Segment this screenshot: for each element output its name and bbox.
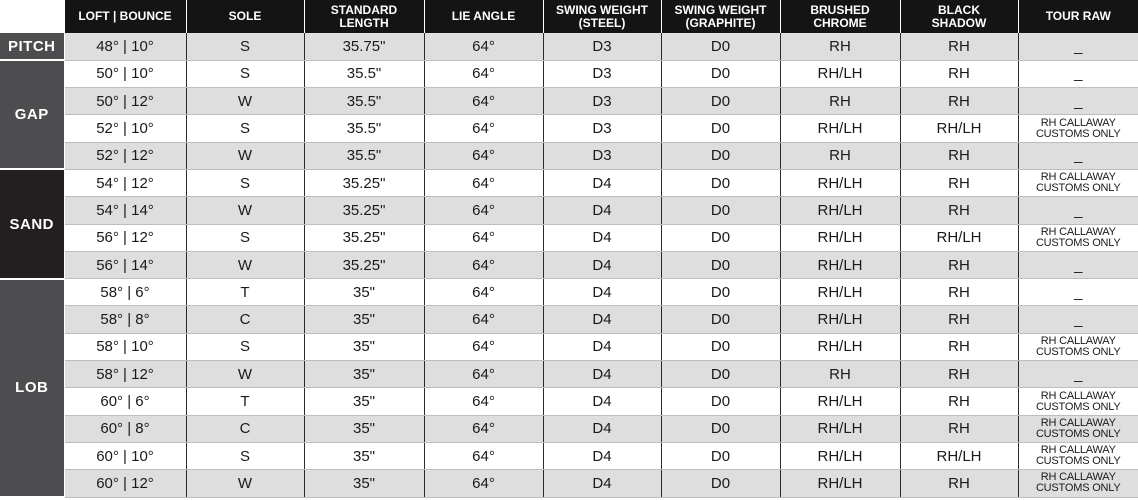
loft-bounce-cell: 60° | 6° bbox=[64, 388, 186, 415]
loft-bounce-cell: 54° | 12° bbox=[64, 169, 186, 196]
swing-weight-graphite-cell: D0 bbox=[661, 279, 780, 306]
tour-raw-cell: RH CALLAWAY CUSTOMS ONLY bbox=[1018, 415, 1138, 442]
standard-length-cell: 35.25" bbox=[304, 169, 424, 196]
swing-weight-steel-cell: D4 bbox=[543, 279, 661, 306]
swing-weight-steel-cell: D4 bbox=[543, 306, 661, 333]
sole-cell: S bbox=[186, 224, 304, 251]
standard-length-cell: 35.5" bbox=[304, 142, 424, 169]
table-row bbox=[0, 115, 1138, 142]
black-shadow-cell: RH bbox=[900, 33, 1018, 60]
swing-weight-steel-cell: D4 bbox=[543, 333, 661, 360]
header-corner bbox=[0, 0, 64, 33]
loft-bounce-cell: 58° | 12° bbox=[64, 361, 186, 388]
sole-cell: T bbox=[186, 388, 304, 415]
lie-angle-cell: 64° bbox=[424, 224, 543, 251]
tour-raw-cell: _ bbox=[1018, 88, 1138, 115]
lie-angle-cell: 64° bbox=[424, 442, 543, 469]
swing-weight-graphite-cell: D0 bbox=[661, 60, 780, 87]
tour-raw-cell: _ bbox=[1018, 361, 1138, 388]
tour-raw-cell: _ bbox=[1018, 197, 1138, 224]
black-shadow-cell: RH/LH bbox=[900, 442, 1018, 469]
brushed-chrome-cell: RH/LH bbox=[780, 415, 900, 442]
brushed-chrome-cell: RH/LH bbox=[780, 470, 900, 497]
swing-weight-graphite-cell: D0 bbox=[661, 333, 780, 360]
loft-bounce-cell: 52° | 10° bbox=[64, 115, 186, 142]
tour-raw-cell: RH CALLAWAY CUSTOMS ONLY bbox=[1018, 442, 1138, 469]
black-shadow-cell: RH bbox=[900, 142, 1018, 169]
table-row bbox=[0, 361, 1138, 388]
black-shadow-cell: RH bbox=[900, 197, 1018, 224]
swing-weight-steel-cell: D3 bbox=[543, 115, 661, 142]
table-row bbox=[0, 442, 1138, 469]
header-swing-weight-steel: SWING WEIGHT (STEEL) bbox=[543, 0, 661, 33]
loft-bounce-cell: 56° | 12° bbox=[64, 224, 186, 251]
lie-angle-cell: 64° bbox=[424, 169, 543, 196]
swing-weight-graphite-cell: D0 bbox=[661, 388, 780, 415]
loft-bounce-cell: 50° | 10° bbox=[64, 60, 186, 87]
black-shadow-cell: RH/LH bbox=[900, 115, 1018, 142]
swing-weight-steel-cell: D4 bbox=[543, 388, 661, 415]
lie-angle-cell: 64° bbox=[424, 60, 543, 87]
brushed-chrome-cell: RH/LH bbox=[780, 279, 900, 306]
header-brushed-chrome: BRUSHED CHROME bbox=[780, 0, 900, 33]
lie-angle-cell: 64° bbox=[424, 251, 543, 278]
swing-weight-steel-cell: D4 bbox=[543, 442, 661, 469]
loft-bounce-cell: 60° | 12° bbox=[64, 470, 186, 497]
table-row bbox=[0, 169, 1138, 196]
group-label-gap: GAP bbox=[0, 60, 64, 169]
header-tour-raw: TOUR RAW bbox=[1018, 0, 1138, 33]
sole-cell: S bbox=[186, 60, 304, 87]
tour-raw-cell: RH CALLAWAY CUSTOMS ONLY bbox=[1018, 470, 1138, 497]
black-shadow-cell: RH bbox=[900, 279, 1018, 306]
brushed-chrome-cell: RH bbox=[780, 33, 900, 60]
swing-weight-graphite-cell: D0 bbox=[661, 33, 780, 60]
brushed-chrome-cell: RH bbox=[780, 88, 900, 115]
sole-cell: S bbox=[186, 33, 304, 60]
swing-weight-graphite-cell: D0 bbox=[661, 306, 780, 333]
swing-weight-steel-cell: D3 bbox=[543, 88, 661, 115]
table-row bbox=[0, 333, 1138, 360]
standard-length-cell: 35.25" bbox=[304, 224, 424, 251]
swing-weight-steel-cell: D4 bbox=[543, 361, 661, 388]
standard-length-cell: 35.5" bbox=[304, 88, 424, 115]
brushed-chrome-cell: RH/LH bbox=[780, 388, 900, 415]
header-lie-angle: LIE ANGLE bbox=[424, 0, 543, 33]
table-row bbox=[0, 415, 1138, 442]
lie-angle-cell: 64° bbox=[424, 142, 543, 169]
tour-raw-cell: _ bbox=[1018, 33, 1138, 60]
black-shadow-cell: RH/LH bbox=[900, 224, 1018, 251]
black-shadow-cell: RH bbox=[900, 306, 1018, 333]
sole-cell: T bbox=[186, 279, 304, 306]
standard-length-cell: 35.25" bbox=[304, 251, 424, 278]
tour-raw-cell: RH CALLAWAY CUSTOMS ONLY bbox=[1018, 333, 1138, 360]
swing-weight-steel-cell: D4 bbox=[543, 169, 661, 196]
black-shadow-cell: RH bbox=[900, 415, 1018, 442]
sole-cell: W bbox=[186, 251, 304, 278]
lie-angle-cell: 64° bbox=[424, 388, 543, 415]
table-row bbox=[0, 142, 1138, 169]
loft-bounce-cell: 56° | 14° bbox=[64, 251, 186, 278]
swing-weight-steel-cell: D3 bbox=[543, 33, 661, 60]
brushed-chrome-cell: RH/LH bbox=[780, 224, 900, 251]
swing-weight-graphite-cell: D0 bbox=[661, 470, 780, 497]
standard-length-cell: 35" bbox=[304, 415, 424, 442]
black-shadow-cell: RH bbox=[900, 388, 1018, 415]
lie-angle-cell: 64° bbox=[424, 33, 543, 60]
swing-weight-graphite-cell: D0 bbox=[661, 224, 780, 251]
brushed-chrome-cell: RH bbox=[780, 142, 900, 169]
sole-cell: W bbox=[186, 470, 304, 497]
black-shadow-cell: RH bbox=[900, 361, 1018, 388]
brushed-chrome-cell: RH bbox=[780, 361, 900, 388]
sole-cell: W bbox=[186, 142, 304, 169]
brushed-chrome-cell: RH/LH bbox=[780, 197, 900, 224]
sole-cell: C bbox=[186, 415, 304, 442]
tour-raw-cell: RH CALLAWAY CUSTOMS ONLY bbox=[1018, 115, 1138, 142]
table-row bbox=[0, 279, 1138, 306]
loft-bounce-cell: 50° | 12° bbox=[64, 88, 186, 115]
group-label-pitch: PITCH bbox=[0, 33, 64, 60]
loft-bounce-cell: 58° | 6° bbox=[64, 279, 186, 306]
table-body bbox=[0, 33, 1138, 497]
swing-weight-graphite-cell: D0 bbox=[661, 169, 780, 196]
lie-angle-cell: 64° bbox=[424, 470, 543, 497]
table-row bbox=[0, 388, 1138, 415]
black-shadow-cell: RH bbox=[900, 169, 1018, 196]
group-label-sand: SAND bbox=[0, 169, 64, 278]
tour-raw-cell: _ bbox=[1018, 306, 1138, 333]
standard-length-cell: 35.75" bbox=[304, 33, 424, 60]
header-standard-length: STANDARD LENGTH bbox=[304, 0, 424, 33]
brushed-chrome-cell: RH/LH bbox=[780, 251, 900, 278]
sole-cell: S bbox=[186, 115, 304, 142]
swing-weight-graphite-cell: D0 bbox=[661, 115, 780, 142]
black-shadow-cell: RH bbox=[900, 470, 1018, 497]
loft-bounce-cell: 58° | 10° bbox=[64, 333, 186, 360]
sole-cell: C bbox=[186, 306, 304, 333]
tour-raw-cell: _ bbox=[1018, 279, 1138, 306]
standard-length-cell: 35.25" bbox=[304, 197, 424, 224]
swing-weight-steel-cell: D4 bbox=[543, 470, 661, 497]
sole-cell: S bbox=[186, 333, 304, 360]
table-row bbox=[0, 306, 1138, 333]
table-row bbox=[0, 33, 1138, 60]
tour-raw-cell: RH CALLAWAY CUSTOMS ONLY bbox=[1018, 224, 1138, 251]
standard-length-cell: 35" bbox=[304, 306, 424, 333]
sole-cell: W bbox=[186, 88, 304, 115]
swing-weight-steel-cell: D3 bbox=[543, 142, 661, 169]
lie-angle-cell: 64° bbox=[424, 306, 543, 333]
header-row bbox=[0, 0, 1138, 33]
tour-raw-cell: _ bbox=[1018, 142, 1138, 169]
lie-angle-cell: 64° bbox=[424, 279, 543, 306]
swing-weight-steel-cell: D4 bbox=[543, 415, 661, 442]
lie-angle-cell: 64° bbox=[424, 115, 543, 142]
standard-length-cell: 35" bbox=[304, 470, 424, 497]
header-loft-bounce: LOFT | BOUNCE bbox=[64, 0, 186, 33]
swing-weight-graphite-cell: D0 bbox=[661, 197, 780, 224]
table-row bbox=[0, 197, 1138, 224]
swing-weight-steel-cell: D4 bbox=[543, 224, 661, 251]
swing-weight-steel-cell: D4 bbox=[543, 251, 661, 278]
brushed-chrome-cell: RH/LH bbox=[780, 442, 900, 469]
standard-length-cell: 35.5" bbox=[304, 115, 424, 142]
group-label-lob: LOB bbox=[0, 279, 64, 497]
brushed-chrome-cell: RH/LH bbox=[780, 333, 900, 360]
brushed-chrome-cell: RH/LH bbox=[780, 115, 900, 142]
loft-bounce-cell: 52° | 12° bbox=[64, 142, 186, 169]
sole-cell: S bbox=[186, 442, 304, 469]
standard-length-cell: 35" bbox=[304, 388, 424, 415]
table-row bbox=[0, 251, 1138, 278]
tour-raw-cell: RH CALLAWAY CUSTOMS ONLY bbox=[1018, 388, 1138, 415]
tour-raw-cell: RH CALLAWAY CUSTOMS ONLY bbox=[1018, 169, 1138, 196]
black-shadow-cell: RH bbox=[900, 60, 1018, 87]
loft-bounce-cell: 60° | 10° bbox=[64, 442, 186, 469]
black-shadow-cell: RH bbox=[900, 88, 1018, 115]
swing-weight-graphite-cell: D0 bbox=[661, 442, 780, 469]
header-sole: SOLE bbox=[186, 0, 304, 33]
lie-angle-cell: 64° bbox=[424, 361, 543, 388]
swing-weight-graphite-cell: D0 bbox=[661, 361, 780, 388]
table-header bbox=[0, 0, 1138, 33]
brushed-chrome-cell: RH/LH bbox=[780, 169, 900, 196]
lie-angle-cell: 64° bbox=[424, 415, 543, 442]
loft-bounce-cell: 54° | 14° bbox=[64, 197, 186, 224]
header-black-shadow: BLACK SHADOW bbox=[900, 0, 1018, 33]
table-row bbox=[0, 88, 1138, 115]
brushed-chrome-cell: RH/LH bbox=[780, 306, 900, 333]
brushed-chrome-cell: RH/LH bbox=[780, 60, 900, 87]
swing-weight-graphite-cell: D0 bbox=[661, 88, 780, 115]
table-row bbox=[0, 224, 1138, 251]
standard-length-cell: 35" bbox=[304, 333, 424, 360]
standard-length-cell: 35.5" bbox=[304, 60, 424, 87]
table-row bbox=[0, 60, 1138, 87]
lie-angle-cell: 64° bbox=[424, 197, 543, 224]
tour-raw-cell: _ bbox=[1018, 251, 1138, 278]
sole-cell: S bbox=[186, 169, 304, 196]
lie-angle-cell: 64° bbox=[424, 88, 543, 115]
loft-bounce-cell: 60° | 8° bbox=[64, 415, 186, 442]
standard-length-cell: 35" bbox=[304, 361, 424, 388]
sole-cell: W bbox=[186, 197, 304, 224]
swing-weight-steel-cell: D4 bbox=[543, 197, 661, 224]
lie-angle-cell: 64° bbox=[424, 333, 543, 360]
swing-weight-graphite-cell: D0 bbox=[661, 415, 780, 442]
standard-length-cell: 35" bbox=[304, 442, 424, 469]
swing-weight-graphite-cell: D0 bbox=[661, 251, 780, 278]
standard-length-cell: 35" bbox=[304, 279, 424, 306]
loft-bounce-cell: 58° | 8° bbox=[64, 306, 186, 333]
swing-weight-graphite-cell: D0 bbox=[661, 142, 780, 169]
swing-weight-steel-cell: D3 bbox=[543, 60, 661, 87]
black-shadow-cell: RH bbox=[900, 333, 1018, 360]
black-shadow-cell: RH bbox=[900, 251, 1018, 278]
tour-raw-cell: _ bbox=[1018, 60, 1138, 87]
sole-cell: W bbox=[186, 361, 304, 388]
header-swing-weight-graphite: SWING WEIGHT (GRAPHITE) bbox=[661, 0, 780, 33]
table-row bbox=[0, 470, 1138, 497]
loft-bounce-cell: 48° | 10° bbox=[64, 33, 186, 60]
